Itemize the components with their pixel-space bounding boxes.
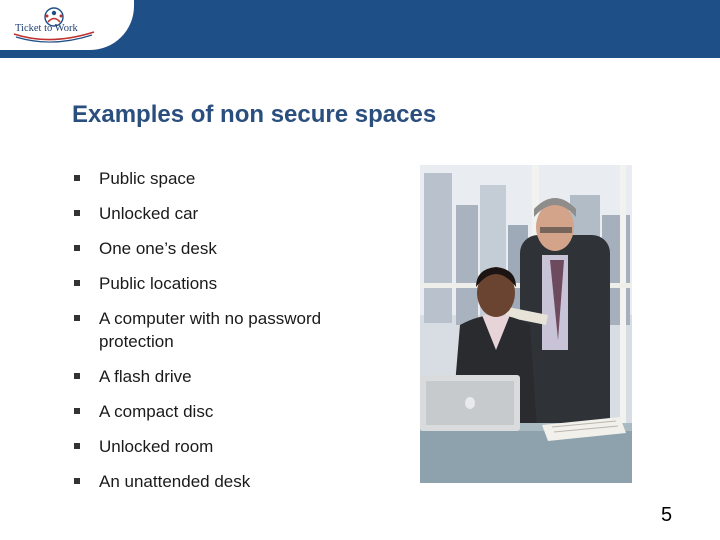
page-number: 5 [661,504,673,526]
bullet-square-icon [74,175,80,181]
bullet-square-icon [74,280,80,286]
bullet-square-icon [74,245,80,251]
bullet-square-icon [74,443,80,449]
office-photo-icon [420,165,632,483]
bullet-square-icon [74,408,80,414]
logo-text: Ticket to Work [15,23,78,34]
bullet-square-icon [74,478,80,484]
bullet-square-icon [74,210,80,216]
bullet-square-icon [74,315,80,321]
logo-tab [0,0,134,50]
slide-title: Examples of non secure spaces [72,101,437,128]
bullet-square-icon [74,373,80,379]
